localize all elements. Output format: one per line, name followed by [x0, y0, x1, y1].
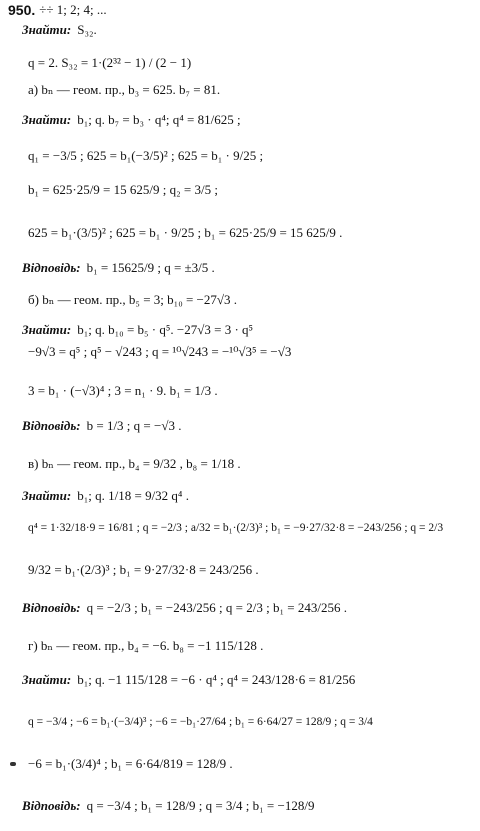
solution-line: Знайти: b₁; q. 1/18 = 9/32 q⁴ .	[22, 488, 189, 503]
solution-line: 625 = b₁·(3/5)² ; 625 = b₁ · 9/25 ; b₁ = 625·25/9 = 15 625/9 .	[28, 225, 343, 240]
solution-line: Знайти: b₁; q. −1 115/128 = −6 · q⁴ ; q⁴ = 243/128·6 = 81/256	[22, 672, 356, 687]
problem-number: 950.	[8, 2, 36, 18]
solution-line: q = −3/4 ; −6 = b₁·(−3/4)³ ; −6 = −b₁·27/64 ; b₁ = 6·64/27 = 128/9 ; q = 3/4	[28, 716, 373, 728]
answer-line: Відповідь: q = −2/3 ; b₁ = −243/256 ; q = 2/3 ; b₁ = 243/256 .	[22, 600, 347, 615]
solution-line: q = 2. S₃₂ = 1·(2³² − 1) / (2 − 1)	[28, 55, 192, 70]
solution-line: 9/32 = b₁·(2/3)³ ; b₁ = 9·27/32·8 = 243/256 .	[28, 562, 259, 577]
solution-line: b₁ = 625·25/9 = 15 625/9 ; q₂ = 3/5 ;	[28, 182, 218, 197]
answer-line: Відповідь: b = 1/3 ; q = −√3 .	[22, 418, 182, 433]
ink-mark	[10, 762, 16, 766]
solution-line: 3 = b₁ · (−√3)⁴ ; 3 = n₁ · 9. b₁ = 1/3 .	[28, 383, 218, 398]
solution-line: q⁴ = 1·32/18·9 = 16/81 ; q = −2/3 ; a/32 = b₁·(2/3)³ ; b₁ = −9·27/32·8 = −243/256 ; q = 2/3	[28, 522, 444, 534]
answer-line: Відповідь: b₁ = 15625/9 ; q = ±3/5 .	[22, 260, 215, 275]
answer-line: Відповідь: q = −3/4 ; b₁ = 128/9 ; q = 3/4 ; b₁ = −128/9	[22, 798, 315, 813]
solution-line: −9√3 = q⁵ ; q⁵ − √243 ; q = ¹⁰√243 = −¹⁰√3⁵ = −√3	[28, 344, 292, 359]
solution-line: q₁ = −3/5 ; 625 = b₁(−3/5)² ; 625 = b₁ · 9/25 ;	[28, 148, 264, 163]
solution-line: −6 = b₁·(3/4)⁴ ; b₁ = 6·64/819 = 128/9 .	[28, 756, 233, 771]
solution-line: Знайти: b₁; q. b₁₀ = b₅ · q⁵. −27√3 = 3 · q⁵	[22, 322, 254, 337]
problem-statement: ÷÷ 1; 2; 4; ...	[39, 2, 107, 17]
solution-line: г) bₙ — геом. пр., b₄ = −6. b₈ = −1 115/128 .	[28, 638, 264, 653]
solution-line: в) bₙ — геом. пр., b₄ = 9/32 , b₈ = 1/18 .	[28, 456, 241, 471]
problem-header	[8, 2, 474, 18]
solution-line: Знайти: b₁; q. b₇ = b₃ · q⁴; q⁴ = 81/625 ;	[22, 112, 241, 127]
solution-line: Знайти: S₃₂.	[22, 22, 97, 37]
solution-line: б) bₙ — геом. пр., b₅ = 3; b₁₀ = −27√3 .	[28, 292, 238, 307]
solution-line: а) bₙ — геом. пр., b₃ = 625. b₇ = 81.	[28, 82, 221, 97]
